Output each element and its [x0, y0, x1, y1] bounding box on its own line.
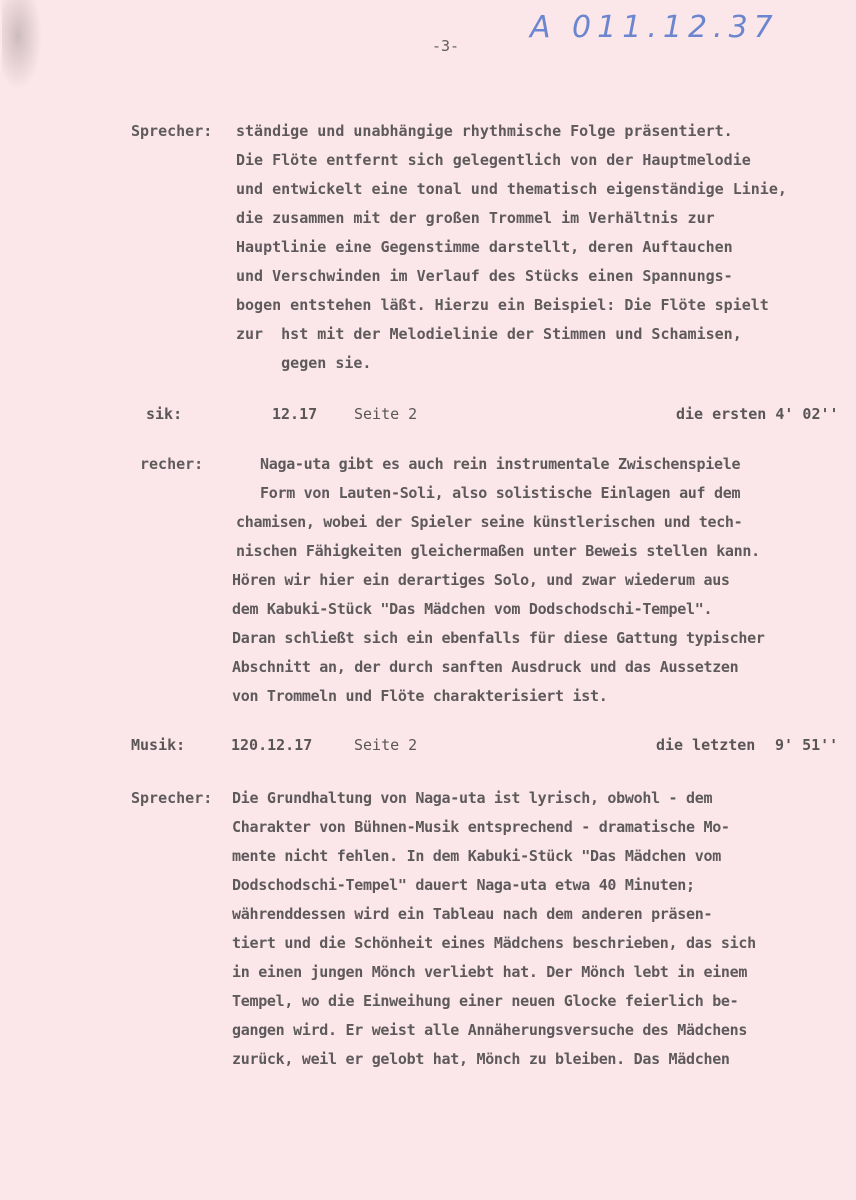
text-line: Tempel, wo die Einweihung einer neuen Glocke feierlich be- [232, 992, 739, 1010]
text-line: von Trommeln und Flöte charakterisiert ist. [232, 687, 608, 705]
text-line: zurück, weil er gelobt hat, Mönch zu bleiben. Das Mädchen [232, 1050, 730, 1068]
text-line: Dodschodschi-Tempel" dauert Naga-uta etwa 40 Minuten; [232, 876, 695, 894]
text-line: tiert und die Schönheit eines Mädchens beschrieben, das sich [232, 934, 756, 952]
archive-stamp: A 011.12.37 [530, 10, 779, 45]
text-line: Naga-uta gibt es auch rein instrumentale Zwischenspiele [260, 455, 741, 473]
corner-smudge [2, 0, 42, 90]
music-duration-label: die letzten [656, 736, 756, 754]
page-number: -3- [432, 37, 460, 55]
text-line: Die Flöte entfernt sich gelegentlich von der Hauptmelodie [236, 151, 751, 169]
speaker-text [232, 450, 765, 711]
text-line: gangen wird. Er weist alle Annäherungsversuche des Mädchens [232, 1021, 748, 1039]
music-number: 12.17 [272, 405, 318, 423]
text-line: währenddessen wird ein Tableau nach dem anderen präsen- [232, 905, 713, 923]
text-line: Hören wir hier ein derartiges Solo, und zwar wiederum aus [232, 571, 730, 589]
speaker-text [236, 117, 787, 378]
text-line: bogen entstehen läßt. Hierzu ein Beispiel: Die Flöte spielt [236, 296, 769, 314]
speaker-label: Sprecher: [131, 789, 213, 807]
text-line: chamisen, wobei der Spieler seine künstlerischen und tech- [236, 513, 743, 531]
text-line: in einen jungen Mönch verliebt hat. Der Mönch lebt in einem [232, 963, 748, 981]
music-label: Musik: [131, 736, 186, 754]
speaker-label: Sprecher: [131, 122, 213, 140]
speaker-label: recher: [140, 455, 204, 473]
text-line: Charakter von Bühnen-Musik entsprechend - dramatische Mo- [232, 818, 730, 836]
text-line: Hauptlinie eine Gegenstimme darstellt, deren Auftauchen [236, 238, 733, 256]
text-line: die zusammen mit der großen Trommel im Verhältnis zur [236, 209, 715, 227]
music-page: Seite 2 [354, 736, 418, 754]
text-line: Abschnitt an, der durch sanften Ausdruck und das Aussetzen [232, 658, 739, 676]
text-line: Daran schließt sich ein ebenfalls für diese Gattung typischer [232, 629, 765, 647]
text-line: Form von Lauten-Soli, also solistische Einlagen auf dem [260, 484, 741, 502]
text-line: nischen Fähigkeiten gleichermaßen unter Beweis stellen kann. [236, 542, 760, 560]
music-duration: 9' 51'' [775, 736, 839, 754]
text-line: zur hst mit der Melodielinie der Stimmen und Schamisen, [236, 325, 742, 343]
text-line: dem Kabuki-Stück "Das Mädchen vom Dodschodschi-Tempel". [232, 600, 713, 618]
music-number: 120.12.17 [231, 736, 313, 754]
text-line: und Verschwinden im Verlauf des Stücks einen Spannungs- [236, 267, 733, 285]
text-line: gegen sie. [236, 354, 372, 372]
music-page: Seite 2 [354, 405, 418, 423]
text-line: Die Grundhaltung von Naga-uta ist lyrisch, obwohl - dem [232, 789, 713, 807]
music-duration: die ersten 4' 02'' [676, 405, 839, 423]
music-label: sik: [146, 405, 183, 423]
text-line: und entwickelt eine tonal und thematisch eigenständige Linie, [236, 180, 787, 198]
text-line: mente nicht fehlen. In dem Kabuki-Stück "Das Mädchen vom [232, 847, 721, 865]
text-line: ständige und unabhängige rhythmische Folge präsentiert. [236, 122, 733, 140]
speaker-text [232, 784, 756, 1074]
